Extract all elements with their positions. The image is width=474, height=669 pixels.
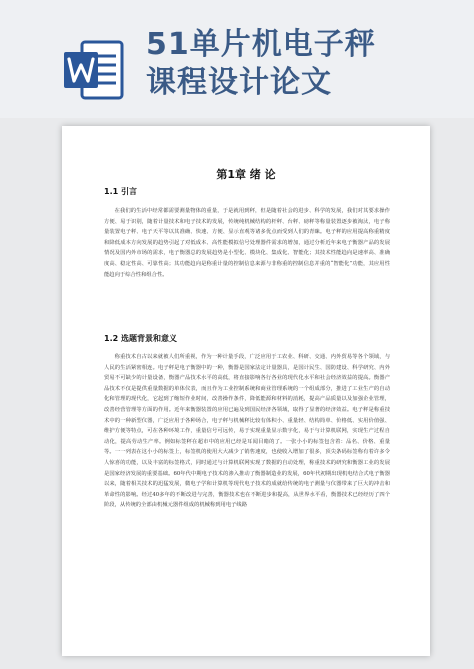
word-document-icon [62, 38, 126, 102]
title-line-1: 51单片机电子秤 [146, 27, 376, 62]
title-line-2: 课程设计论文 [146, 65, 332, 100]
section-2-paragraph: 称重技术自古以来就被人们所重视，作为一种计量手段，广泛应用于工农业、科研、交通、内外贸易等各个领域，与人民的生活紧密相连。电子秤是电子衡器中的一种，衡器是国家法定计量器具，是国计民生、国防建设、科学研究、内外贸易不可缺少的计量设备，衡器产品技术水平的高低，将直接影响各行各业的现代化水平和社会经济效益的提高。衡器产品技术不仅是提供重量数据的单体仪表，而且作为工业控制系统和商业管理系统的一个组成部分，推进了工业生产的自动化和管理的现代化，它起到了缩短作业时间，改善操作条件，降低能源和材料的消耗，提高产品质量以及加强企业管理，改善经营管理等方面的作用。近年来衡器装置的应用已遍及到国民经济各领域，取得了显著的经济效益。电子秤是称重技术中的一种新型仪器，广泛应用于各种场合，电子秤与机械秤比较有体积小、重量轻、结构简单、价格低、实用价值强、维护方便等特点，可在各种环境工作，重量信号可远传，易于实现重量显示数字化，易于与计算机联网，实现生产过程自动化，提高劳动生产率。例如标签秤在超市中的应用已经是耳闻目睹的了。一张小小的标签包含着：品名、价格、重量等。一一列表在这小小的标签上，标签机的使用大大减少了销售速度，也使收入增加了很多，顶尖条码标签称有着许多令人惊喜的功能，以及丰富的标签格式，同时通过与计算机联网实现了数据的自动处理，称重技术的研究和衡器工业的发展是国家经济发展的重要基础。60年代中期电子技术的渗入推动了衡器制造业的发展，60年代初期出现机电结合式电子衡器以来，随着相关技术的迅猛发展，微电子学和计算机等现代电子技术的成就给传统的电子测量与仪器带来了巨大的冲击和革命性的影响。经过40多年的不断改进与完善，衡器技术也在不断进步和提高，从世界水平看，衡器技术已经经历了四个阶段，从传统的全部由机械元器件组成的机械称到用电子线路 [104, 354, 390, 509]
section-2-heading: 1.2 选题背景和意义 [104, 334, 177, 343]
chapter-title: 第1章 绪 论 [216, 168, 276, 181]
section-1-heading: 1.1 引言 [104, 187, 137, 196]
document-title [146, 26, 466, 102]
header-banner [0, 0, 474, 118]
document-page [62, 126, 430, 656]
section-1-paragraph: 在我们的生活中经常都需要测量物体的重量，于是就用到秤，但是随着社会的进步、科学的发展，我们对其要求操作方便、易于识别，随着计量技术和电子技术的发展，传统纯机械结构的杆秤、台秤、磅秤等称量装置逐步被淘汰，电子称量装置电子秤、电子天平等以其准确、快速、方便、显示直观等诸多优点而受到人们的青睐。电子秤的应用提高称重精度和降低成本方向发展的趋势引起了对低成本、高性能模拟信号处理器件需求的增加，通过分析近年来电子衡器产品的发展情况及国内外市场的需求，电子衡器总的发展趋势是小型化、模块化、集成化、智能化；其技术性能趋向是速率高、准确度高、稳定性高、可靠性高；其功能趋向是称重计量的控制信息来源与非称重的控制信息并重的“智能化”功能，其应用性能趋向于综合性和组合性。 [104, 208, 390, 278]
